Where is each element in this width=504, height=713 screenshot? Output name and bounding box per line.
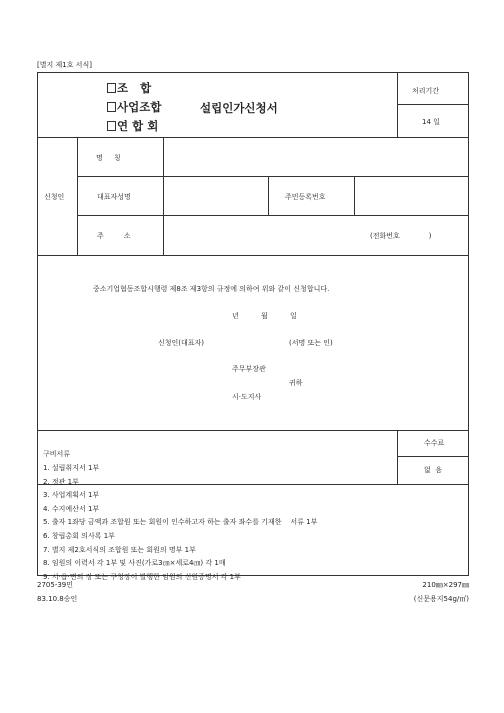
paper-type: (신문용지54g/㎡) bbox=[413, 595, 469, 603]
recipient-suffix: 귀하 bbox=[289, 379, 303, 387]
resident-number-label: 주민등록번호 bbox=[285, 193, 326, 201]
name-label: 명 칭 bbox=[96, 154, 121, 162]
name-field[interactable] bbox=[164, 138, 469, 176]
approval-date: 83.10.8승인 bbox=[37, 595, 78, 603]
paper-size: 210㎜×297㎜ bbox=[422, 581, 469, 589]
processing-period-label: 처리기간 bbox=[412, 87, 440, 95]
fee-value: 없 음 bbox=[424, 466, 442, 474]
date-line: 년 월 일 bbox=[232, 312, 297, 320]
form-title: 설립인가신청서 bbox=[200, 101, 278, 115]
address-label: 주 소 bbox=[97, 232, 131, 240]
option-federation[interactable] bbox=[107, 117, 161, 135]
checkbox-icon[interactable] bbox=[107, 83, 116, 93]
option-business-union-label: 사업조합 bbox=[117, 100, 162, 114]
fee-label: 수수료 bbox=[424, 439, 445, 447]
document-item: 5. 출자 1좌당 금액과 조합원 또는 회원이 인수하고자 하는 출자 좌수를 기재한 서류 1부 bbox=[43, 518, 318, 527]
form-code: 2705-39민 bbox=[37, 581, 74, 589]
form-tag: [별지 제1호 서식] bbox=[37, 61, 92, 69]
document-item: 7. 별지 제2호서식의 조합원 또는 회원의 명부 1부 bbox=[43, 545, 196, 554]
document-list bbox=[43, 462, 317, 584]
option-business-union[interactable] bbox=[107, 98, 161, 116]
option-federation-label: 연 합 회 bbox=[117, 119, 159, 133]
address-field[interactable] bbox=[164, 216, 364, 255]
applicant-section-label: 신청인 bbox=[44, 193, 65, 201]
documents-title: 구비서류 bbox=[43, 450, 71, 458]
applicant-representative-label: 신청인(대표자) bbox=[158, 339, 205, 347]
document-item: 4. 수지예산서 1부 bbox=[43, 504, 100, 513]
signature-label: (서명 또는 인) bbox=[289, 339, 333, 347]
checkbox-icon[interactable] bbox=[107, 121, 116, 131]
recipient-governor: 시·도지사 bbox=[232, 393, 262, 401]
recipient-minister: 주무부장관 bbox=[232, 365, 266, 373]
option-union-label: 조 합 bbox=[117, 81, 152, 95]
processing-period-value: 14 일 bbox=[422, 118, 440, 126]
representative-label: 대표자성명 bbox=[97, 193, 131, 201]
representative-field[interactable] bbox=[164, 177, 268, 215]
document-item: 9. 시·읍·면의 장 또는 구청장이 발행한 임원의 신원증명서 각 1부 bbox=[43, 572, 241, 581]
phone-label: (전화번호 ) bbox=[370, 232, 432, 240]
document-item: 1. 설립취지서 1부 bbox=[43, 464, 100, 472]
document-item: 2. 정관 1부 bbox=[43, 477, 79, 486]
checkbox-icon[interactable] bbox=[107, 102, 116, 112]
document-item: 3. 사업계획서 1부 bbox=[43, 491, 100, 500]
document-item: 8. 임원의 이력서 각 1부 및 사진(가로3㎝×세로4㎝) 각 1매 bbox=[43, 559, 226, 568]
option-union[interactable] bbox=[107, 79, 161, 97]
resident-number-field[interactable] bbox=[355, 177, 469, 215]
document-item: 6. 창립총회 의사록 1부 bbox=[43, 531, 115, 540]
application-options bbox=[107, 79, 161, 135]
statement-text: 중소기업협동조합시행령 제8조 제3항의 규정에 의하여 위와 같이 신청합니다. bbox=[93, 285, 330, 293]
